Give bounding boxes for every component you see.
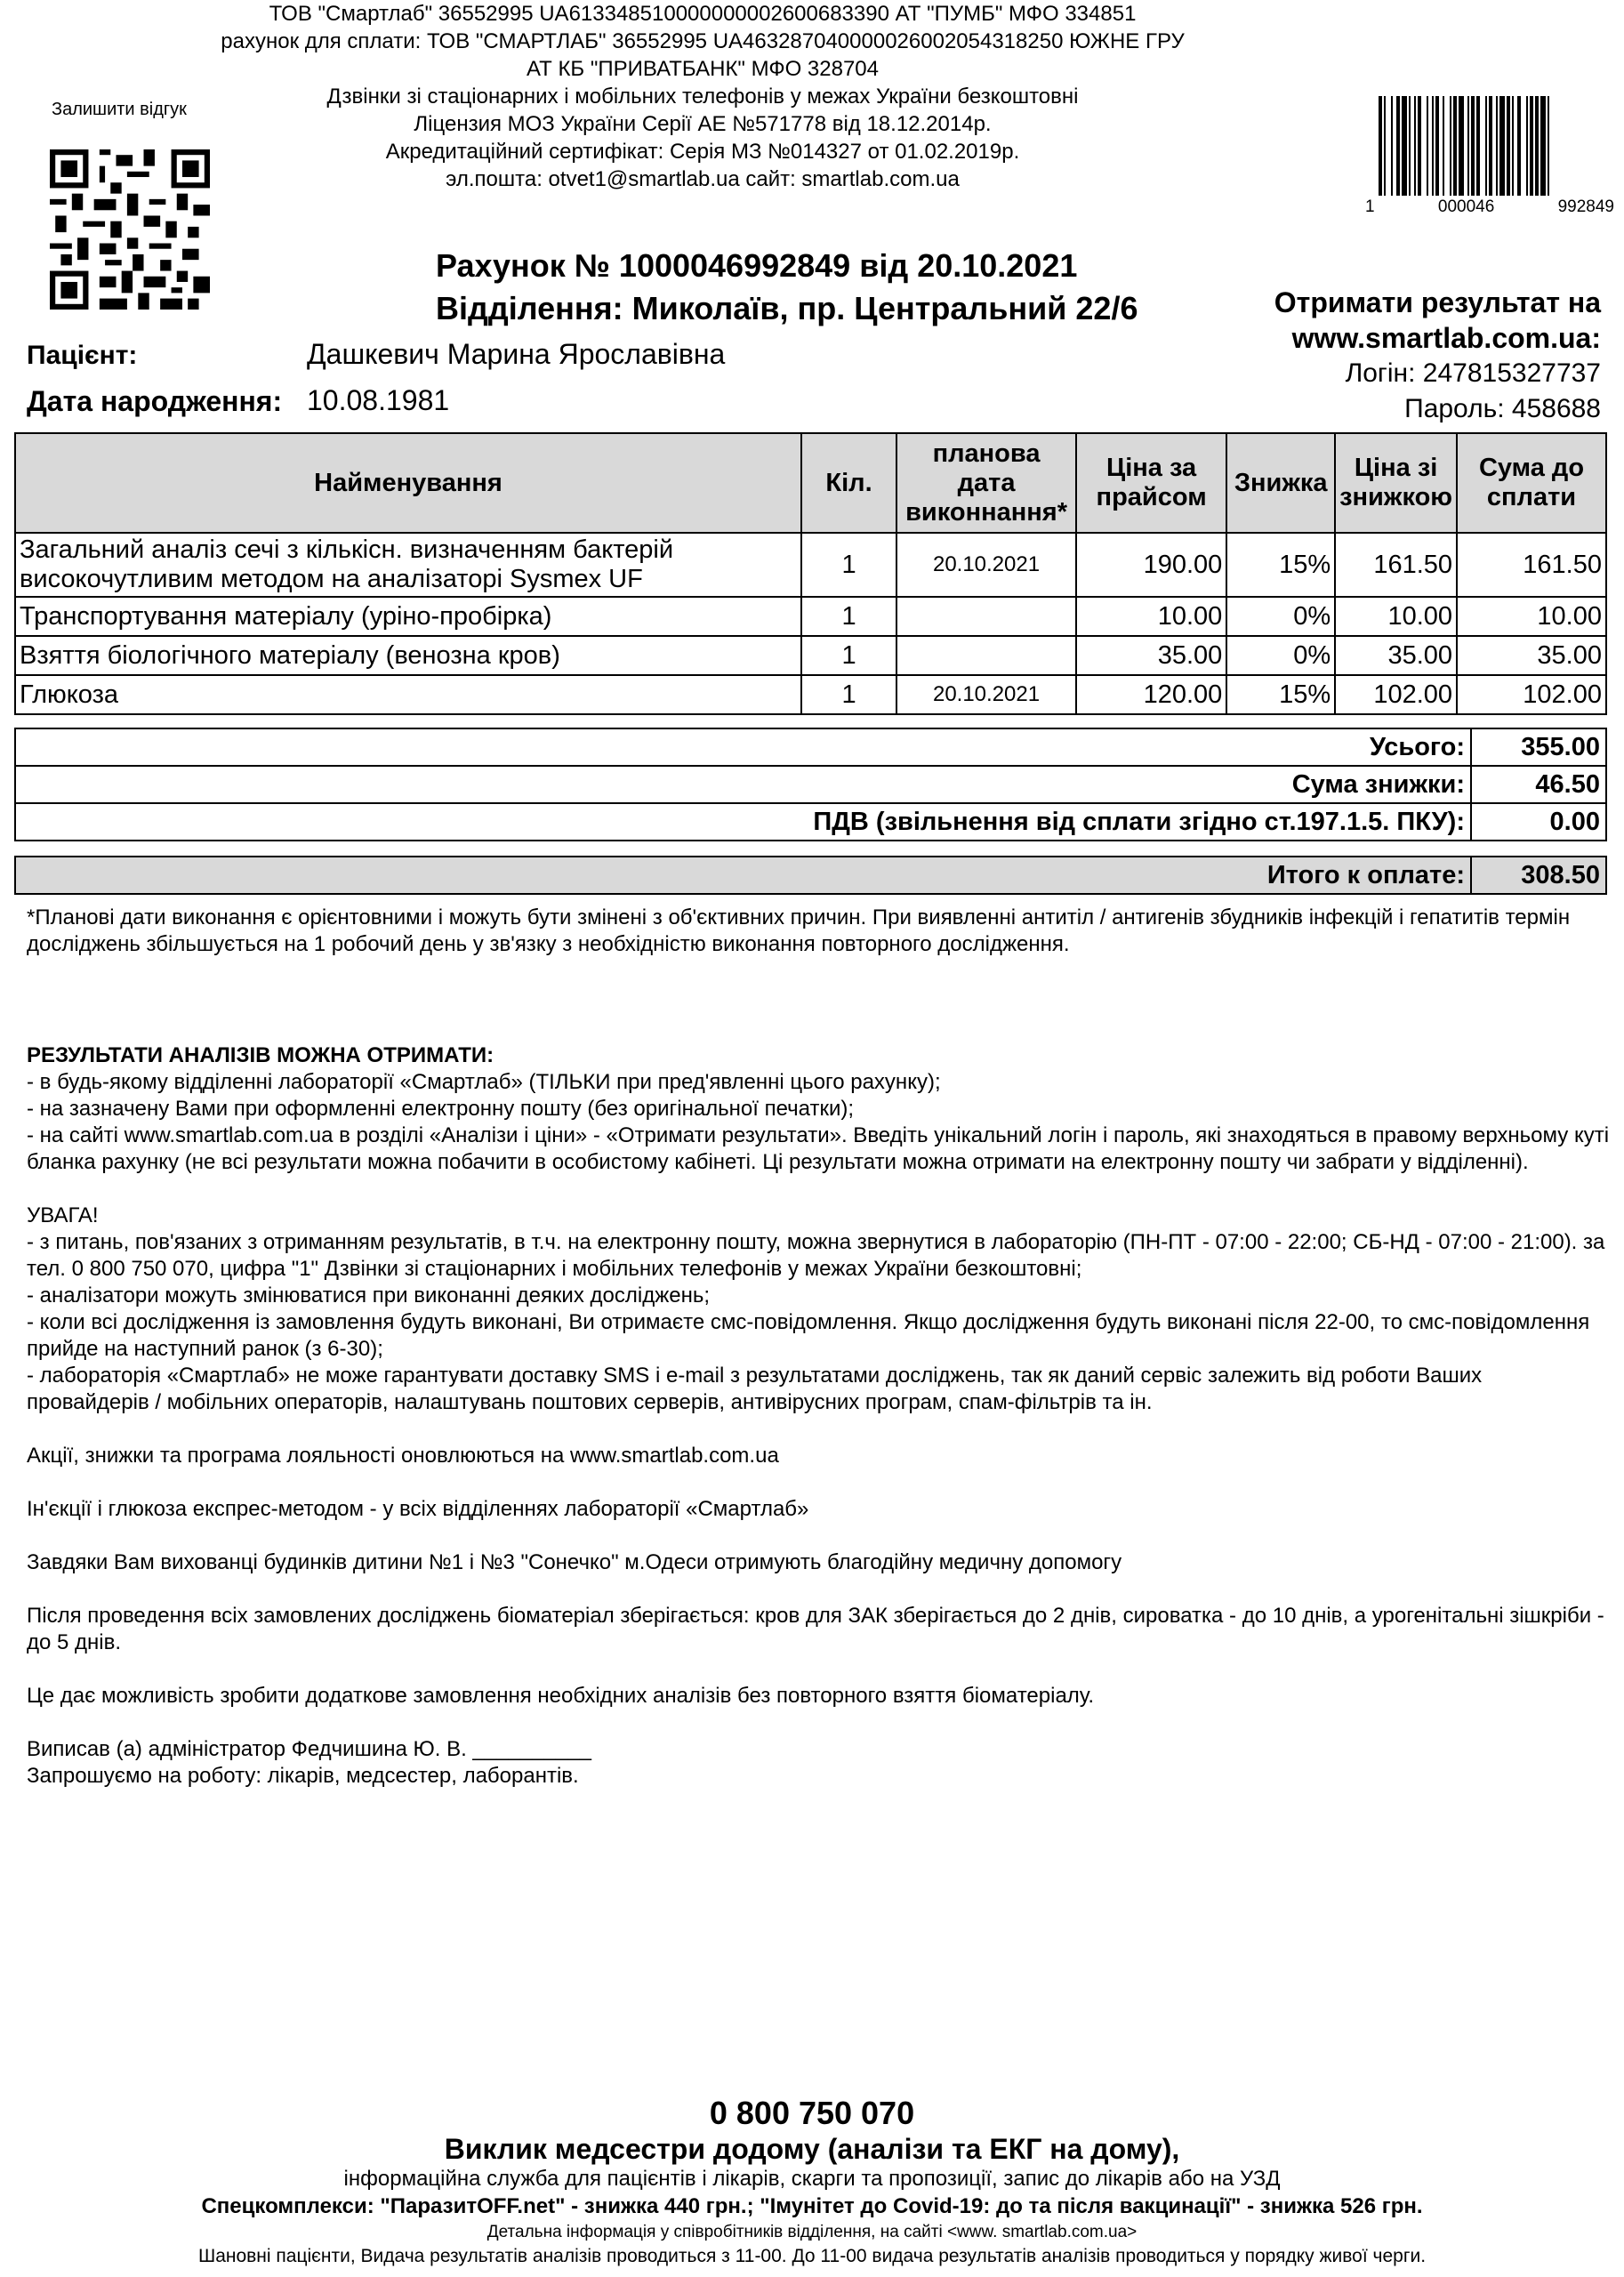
row-qty: 1 — [801, 597, 896, 636]
col-sum: Сума до сплати — [1457, 433, 1606, 533]
services-table — [14, 432, 1607, 715]
row-disc-price: 161.50 — [1335, 533, 1457, 597]
row-discount: 0% — [1226, 636, 1335, 675]
payable-label: Итого к оплате: — [15, 857, 1471, 894]
row-disc-price: 102.00 — [1335, 675, 1457, 714]
col-discount: Знижка — [1226, 433, 1335, 533]
footer — [0, 2095, 1624, 2269]
vat-value: 0.00 — [1471, 803, 1606, 841]
vat-row — [15, 803, 1606, 841]
header-line: Акредитаційний сертифікат: Серія МЗ №014327 от 01.02.2019р. — [385, 140, 1020, 164]
row-name: Взяття біологічного матеріалу (венозна кров) — [15, 636, 801, 675]
row-discount: 15% — [1226, 675, 1335, 714]
barcode-digits: 992849 — [1557, 197, 1614, 216]
barcode-digits: 000046 — [1437, 197, 1495, 216]
invoice-number: Рахунок № 1000046992849 від 20.10.2021 — [436, 247, 1078, 284]
table-row — [15, 636, 1606, 675]
attention-item: - аналізатори можуть змінюватися при виконанні деяких досліджень; — [27, 1283, 711, 1307]
row-qty: 1 — [801, 636, 896, 675]
barcode-digits: 1 — [1365, 197, 1375, 216]
attention-item: - лабораторія «Смартлаб» не може гарантувати доставку SMS і e-mail з результатами досліджень, так як даний сервіс залежить від роботи Ваших провайдерів / мобільних операторів, налаштувань поштових серверів, антивірусних програм, спам-фільтрів та ін. — [27, 1364, 1483, 1414]
row-sum: 35.00 — [1457, 636, 1606, 675]
row-name: Загальний аналіз сечі з кількісн. визначенням бактерій — [20, 535, 674, 564]
feedback-label: Залишити відгук — [52, 100, 187, 119]
table-header-row — [15, 433, 1606, 533]
row-sum: 10.00 — [1457, 597, 1606, 636]
qr-code-icon[interactable] — [50, 149, 210, 310]
results-password: Пароль: 458688 — [1404, 394, 1601, 423]
row-date — [896, 636, 1076, 675]
footnote: *Планові дати виконання є орієнтовними і можуть бути змінені з об'єктивних причин. При виявленні антитіл / антигенів збудників інфекцій і гепатитів термін досліджень збільшується на 1 робочий день у зв'язку з необхідністю виконання повторного дослідження. — [27, 905, 1571, 956]
row-disc-price: 35.00 — [1335, 636, 1457, 675]
row-name: високочутливим методом на аналізаторі Sysmex UF — [20, 565, 643, 593]
discount-row — [15, 766, 1606, 803]
header-requisites — [160, 0, 1245, 193]
row-price: 120.00 — [1076, 675, 1226, 714]
dob-value: 10.08.1981 — [307, 384, 450, 416]
col-date: планова дата виконнання* — [896, 433, 1076, 533]
row-date: 20.10.2021 — [896, 675, 1076, 714]
charity-text: Завдяки Вам вихованці будинків дитини №1 і №3 "Сонечко" м.Одеси отримують благодійну медичну допомогу — [27, 1550, 1122, 1574]
payable-value: 308.50 — [1471, 857, 1606, 894]
row-disc-price: 10.00 — [1335, 597, 1457, 636]
total-value: 355.00 — [1471, 728, 1606, 766]
barcode-icon — [1379, 96, 1601, 203]
row-price: 10.00 — [1076, 597, 1226, 636]
results-login: Логін: 247815327737 — [1345, 358, 1601, 388]
row-date — [896, 597, 1076, 636]
table-row — [15, 675, 1606, 714]
patient-label: Пацієнт: — [27, 341, 138, 370]
header-line: Дзвінки зі стаціонарних і мобільних телефонів у межах України безкоштовні — [326, 84, 1079, 109]
additional-text: Це дає можливість зробити додаткове замовлення необхідних аналізів без повторного взяття біоматеріалу. — [27, 1684, 1095, 1708]
col-name: Найменування — [15, 433, 801, 533]
patient-name: Дашкевич Марина Ярославівна — [307, 338, 726, 370]
footer-info: інформаційна служба для пацієнтів і лікарів, скарги та пропозиції, запис до лікарів або на УЗД — [343, 2167, 1281, 2191]
promo-text: Акції, знижки та програма лояльності оновлюються на www.smartlab.com.ua — [27, 1444, 779, 1468]
row-sum: 102.00 — [1457, 675, 1606, 714]
col-qty: Кіл. — [801, 433, 896, 533]
row-qty: 1 — [801, 533, 896, 597]
footer-title: Виклик медсестри додому (аналізи та ЕКГ на дому), — [444, 2133, 1180, 2165]
table-row — [15, 597, 1606, 636]
dob-label: Дата народження: — [27, 385, 283, 417]
total-label: Усього: — [15, 728, 1471, 766]
results-heading: Отримати результат на — [1274, 286, 1601, 318]
header-line: рахунок для сплати: ТОВ "СМАРТЛАБ" 36552995 UA463287040000026002054318250 ЮЖНЕ ГРУ — [221, 29, 1185, 53]
storage-text: Після проведення всіх замовлених досліджень біоматеріал зберігається: кров для ЗАК зберігається до 2 днів, сироватка - до 10 днів, а урогенітальні зішкріби - до 5 днів. — [27, 1604, 1604, 1654]
row-price: 35.00 — [1076, 636, 1226, 675]
vat-label: ПДВ (звільнення від сплати згідно ст.197.1.5. ПКУ): — [15, 803, 1471, 841]
attention-item: - з питань, пов'язаних з отриманням результатів, в т.ч. на електронну пошту, можна звернутися в лабораторію (ПН-ПТ - 07:00 - 22:00; СБ-НД - 07:00 - 21:00). за тел. 0 800 750 070, цифра "1" Дзвінки зі стаціонарних і мобільних телефонів у межах України безкоштовні; — [27, 1230, 1605, 1281]
totals-table — [14, 728, 1607, 841]
attention-item: - коли всі дослідження із замовлення будуть виконані, Ви отримаєте смс-повідомлення. Якщо дослідження будуть виконані після 22-00, то смс-повідомлення прийде на наступний ранок (з 6-30); — [27, 1310, 1590, 1361]
header-line: ТОВ "Смартлаб" 36552995 UA613348510000000002600683390 АТ "ПУМБ" МФО 334851 — [269, 2, 1137, 26]
header-line: Ліцензия МОЗ України Серії АЕ №571778 від 18.12.2014р. — [414, 112, 992, 136]
row-discount: 0% — [1226, 597, 1335, 636]
discount-value: 46.50 — [1471, 766, 1606, 803]
results-access — [1227, 285, 1601, 427]
col-disc-price: Ціна зі знижкою — [1335, 433, 1457, 533]
barcode-number — [1365, 197, 1614, 217]
results-info-item: - на сайті www.smartlab.com.ua в розділі «Аналізи і ціни» - «Отримати результати». Введіть унікальний логін і пароль, які знаходяться в правому верхньому куті бланка рахунку (не всі результати можна побачити в особистому кабінеті. Ці результати можна отримати на електронну пошту чи забрати у відділенні). — [27, 1123, 1610, 1174]
row-name: Транспортування матеріалу (уріно-пробірка) — [15, 597, 801, 636]
invoice-branch: Відділення: Миколаїв, пр. Центральний 22/6 — [436, 290, 1138, 326]
footer-special: Спецкомплекси: "ПаразитOFF.net" - знижка 440 грн.; "Імунітет до Covid-19: до та після вакцинації" - знижка 526 грн. — [201, 2194, 1423, 2218]
row-sum: 161.50 — [1457, 533, 1606, 597]
payable-row — [15, 857, 1606, 894]
row-price: 190.00 — [1076, 533, 1226, 597]
invoice-title — [436, 245, 1138, 330]
header-line: АТ КБ "ПРИВАТБАНК" МФО 328704 — [526, 57, 879, 81]
header-line: эл.пошта: otvet1@smartlab.ua сайт: smartlab.com.ua — [446, 167, 960, 191]
attention-heading: УВАГА! — [27, 1203, 99, 1227]
results-info-item: - в будь-якому відділенні лабораторії «Смартлаб» (ТІЛЬКИ при пред'явленні цього рахунку); — [27, 1070, 941, 1094]
col-price: Ціна за прайсом — [1076, 433, 1226, 533]
results-info-item: - на зазначену Вами при оформленні електронну пошту (без оригінальної печатки); — [27, 1097, 855, 1121]
table-row — [15, 533, 1606, 597]
hiring-text: Запрошуємо на роботу: лікарів, медсестер, лаборантів. — [27, 1764, 579, 1788]
row-name: Глюкоза — [15, 675, 801, 714]
total-row — [15, 728, 1606, 766]
results-site[interactable]: www.smartlab.com.ua: — [1291, 322, 1601, 354]
payable-table — [14, 856, 1607, 895]
discount-label: Сума знижки: — [15, 766, 1471, 803]
issued-by: Виписав (а) адміністратор Федчишина Ю. В. __________ — [27, 1737, 591, 1761]
row-discount: 15% — [1226, 533, 1335, 597]
row-date: 20.10.2021 — [896, 533, 1076, 597]
row-qty: 1 — [801, 675, 896, 714]
footer-details: Детальна інформація у співробітників відділення, на сайті <www. smartlab.com.ua> — [486, 2223, 1138, 2241]
results-info-heading: РЕЗУЛЬТАТИ АНАЛІЗІВ МОЖНА ОТРИМАТИ: — [27, 1043, 494, 1067]
injections-text: Ін'єкції і глюкоза експрес-методом - у всіх відділеннях лабораторії «Смартлаб» — [27, 1497, 809, 1521]
info-section — [27, 1042, 1610, 1790]
footer-phone[interactable]: 0 800 750 070 — [709, 2095, 915, 2131]
footer-notice: Шановні пацієнти, Видача результатів аналізів проводиться з 11-00. До 11-00 видача результатів аналізів проводиться у порядку живої черги. — [197, 2246, 1427, 2266]
